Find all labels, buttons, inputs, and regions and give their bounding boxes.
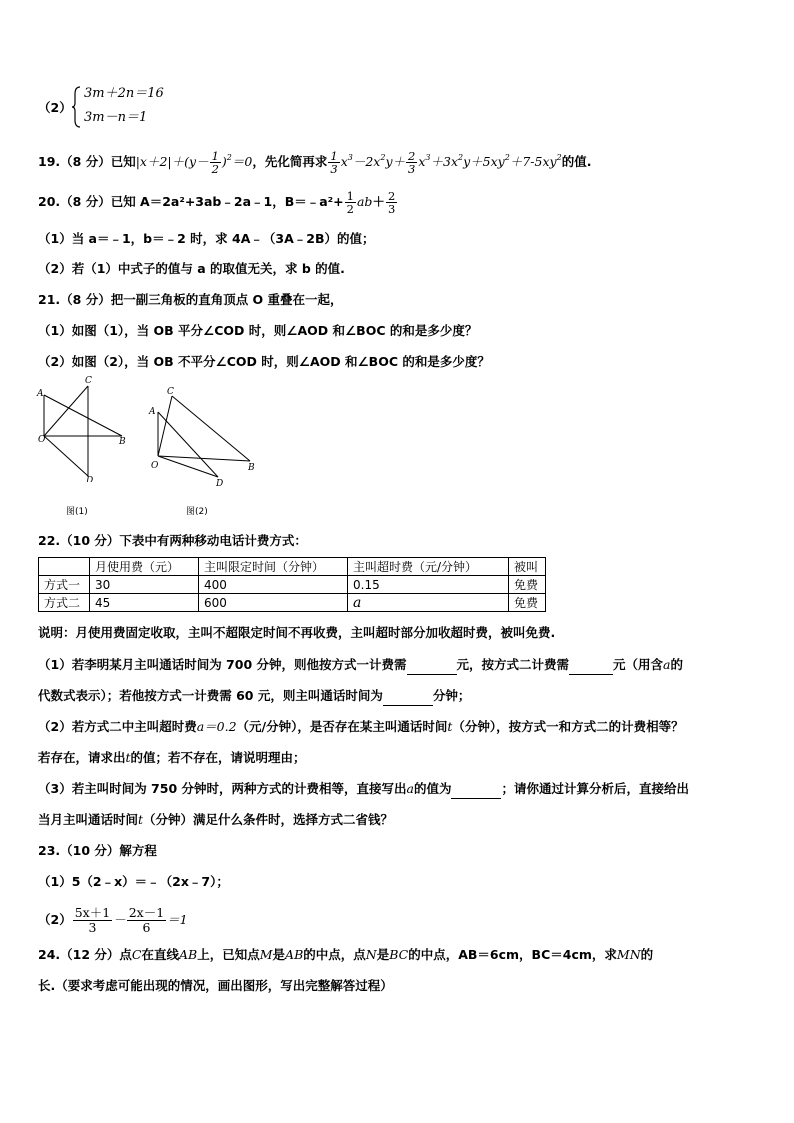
q19-head: 19.（8 分）已知 xyxy=(38,154,136,169)
q23-head: 23.（10 分）解方程 xyxy=(38,843,157,858)
q24-t7: 的 xyxy=(640,947,654,962)
figure-2 xyxy=(146,382,266,492)
table-header-cell: 主叫超时费（元/分钟） xyxy=(348,558,509,576)
q20-head: 20.（8 分）已知 A＝2a²+3ab﹣2a﹣1，B＝﹣a²+ xyxy=(38,194,344,209)
fig2-label-o: O xyxy=(151,461,159,471)
fig2-label-a: A xyxy=(149,407,156,417)
q22-head: 22.（10 分）下表中有两种移动电话计费方式： xyxy=(38,533,307,548)
fig2-label-c: C xyxy=(167,387,174,397)
q22-p3d: 当月主叫通话时间 xyxy=(38,812,139,827)
figure-1 xyxy=(30,372,140,482)
answer-blank xyxy=(407,662,457,675)
q21-part1: （1）如图（1），当 OB 平分∠COD 时，则∠AOD 和∠BOC 的和是多少度？ xyxy=(38,323,478,338)
q22-p2a: （2）若方式二中主叫超时费 xyxy=(38,719,197,734)
table-header-row xyxy=(39,558,546,576)
q22-p1e: 代数式表示）；若他按方式一计费需 60 元，则主叫通话时间为 xyxy=(38,688,383,703)
q23-part2: （2） $\frac{5x+1}{3}$ － $\frac{2x-1}{6}$ ＝1 xyxy=(38,905,188,935)
table-cell: 400 xyxy=(199,576,348,594)
q22-part1-line1: （1）若李明某月主叫通话时间为 700 分钟，则他按方式一计费需 元，按方式二计费需 元（用含a的 xyxy=(38,655,683,675)
q24-t6: 的中点，AB＝6cm，BC＝4cm，求 xyxy=(408,947,617,962)
table-header-cell: 主叫限定时间（分钟） xyxy=(199,558,348,576)
system-eq2: 3m－n＝1 xyxy=(84,110,148,125)
table-row xyxy=(39,576,546,594)
fig2-label-d: D xyxy=(216,479,224,489)
q24-t5: 是 xyxy=(376,947,390,962)
q19-mid: ，先化简再求 xyxy=(252,154,328,169)
system-label: （2） xyxy=(38,100,72,115)
q19-line xyxy=(38,148,591,175)
fig2-label-b: B xyxy=(248,463,255,473)
q22-p3e: （分钟）满足什么条件时，选择方式二省钱？ xyxy=(143,812,394,827)
fig1-label-a: A xyxy=(37,389,44,399)
table-header-cell: 被叫 xyxy=(509,558,546,576)
q22-part3-line1: （3）若主叫时间为 750 分钟时，两种方式的计费相等，直接写出a的值为 ；请你通过计算分析后，直接给出 xyxy=(38,779,689,799)
q22-p1a: （1）若李明某月主叫通话时间为 700 分钟，则他按方式一计费需 xyxy=(38,657,407,672)
q24-line2: 长.（要求考虑可能出现的情况，画出图形，写出完整解答过程） xyxy=(38,978,393,993)
answer-blank xyxy=(569,662,613,675)
q22-p2b: （元/分钟），是否存在某主叫通话时间 xyxy=(236,719,448,734)
q22-p1b: 元，按方式二计费需 xyxy=(456,657,570,672)
table-row xyxy=(39,594,546,612)
q19-tail: 的值. xyxy=(561,154,592,169)
q23-part1: （1）5（2﹣x）＝﹣（2x﹣7）； xyxy=(38,874,229,889)
q21-part2: （2）如图（2），当 OB 不平分∠COD 时，则∠AOD 和∠BOC 的和是多少度？ xyxy=(38,354,490,369)
q22-p2e: 的值；若不存在，请说明理由； xyxy=(130,750,306,765)
q24-t1: 在直线 xyxy=(141,947,179,962)
q22-note: 说明：月使用费固定收取，主叫不超限定时间不再收费，主叫超时部分加收超时费，被叫免费. xyxy=(38,625,556,640)
q24-t2: 上，已知点 xyxy=(197,947,260,962)
table-cell: 0.15 xyxy=(348,576,509,594)
fig1-caption: 图(1) xyxy=(66,507,88,517)
answer-blank xyxy=(383,693,433,706)
answer-blank xyxy=(451,786,501,799)
q22-p1c: 元（用含 xyxy=(613,657,664,672)
table-cell: 45 xyxy=(90,594,199,612)
table-cell: 30 xyxy=(90,576,199,594)
table-cell: 方式二 xyxy=(39,594,90,612)
q19-expression: $\frac{1}{3}$ $x^3-2x^2y+$ $\frac{2}{3}$ $x^3+3x^2y+5xy^2+7-5xy^2$ xyxy=(330,149,562,176)
q20-part2: （2）若（1）中式子的值与 a 的取值无关，求 b 的值. xyxy=(38,261,345,276)
q22-part2-line2: 若存在，请求出t的值；若不存在，请说明理由； xyxy=(38,750,306,765)
table-cell: 免费 xyxy=(509,594,546,612)
fig1-label-d: D xyxy=(86,476,94,482)
q24-head: 24.（12 分）点 xyxy=(38,947,132,962)
table-cell: a xyxy=(348,594,509,612)
q24-t3: 是 xyxy=(272,947,286,962)
q22-part3-line2: 当月主叫通话时间t（分钟）满足什么条件时，选择方式二省钱？ xyxy=(38,812,394,827)
q22-p3b: 的值为 xyxy=(413,781,452,796)
q22-p1f: 分钟； xyxy=(432,688,471,703)
q20-line: 20.（8 分）已知 A＝2a²+3ab﹣2a﹣1，B＝﹣a²+ $\frac{1}{2}$ ab＋ $\frac{2}{3}$ xyxy=(38,189,396,216)
q22-p3a: （3）若主叫时间为 750 分钟时，两种方式的计费相等，直接写出 xyxy=(38,781,407,796)
table-cell: 免费 xyxy=(509,576,546,594)
system-brace xyxy=(72,86,82,128)
q22-p3c: ；请你通过计算分析后，直接给出 xyxy=(501,781,689,796)
system-eq1: 3m＋2n＝16 xyxy=(84,86,164,101)
fig1-label-c: C xyxy=(85,376,92,386)
q22-p1d: 的 xyxy=(670,657,683,672)
q24-line1: 24.（12 分）点C在直线AB上，已知点M是AB的中点，点N是BC的中点，AB＝6cm，BC＝4cm，求MN的 xyxy=(38,947,654,962)
q21-head: 21.（8 分）把一副三角板的直角顶点 O 重叠在一起， xyxy=(38,292,343,307)
fig1-label-b: B xyxy=(119,437,126,447)
q20-part1: （1）当 a＝﹣1，b＝﹣2 时，求 4A﹣（3A﹣2B）的值； xyxy=(38,231,375,246)
q19-condition: |x＋2|＋(y－ $\frac{1}{2}$ )$^2$＝0 xyxy=(135,149,253,176)
q22-p2d: 若存在，请求出 xyxy=(38,750,126,765)
fee-table xyxy=(38,557,546,612)
table-header-cell xyxy=(39,558,90,576)
q22-part1-line2 xyxy=(38,686,470,706)
table-header-cell: 月使用费（元） xyxy=(90,558,199,576)
q24-t4: 的中点，点 xyxy=(303,947,366,962)
q22-p2c: （分钟），按方式一和方式二的计费相等？ xyxy=(452,719,684,734)
table-cell: 方式一 xyxy=(39,576,90,594)
q23-p2-label: （2） xyxy=(38,912,72,927)
fig2-caption: 图(2) xyxy=(186,507,208,517)
q22-part2-line1: （2）若方式二中主叫超时费a＝0.2（元/分钟），是否存在某主叫通话时间t（分钟），按方式一和方式二的计费相等？ xyxy=(38,719,684,734)
table-cell: 600 xyxy=(199,594,348,612)
fig1-label-o: O xyxy=(38,435,46,445)
